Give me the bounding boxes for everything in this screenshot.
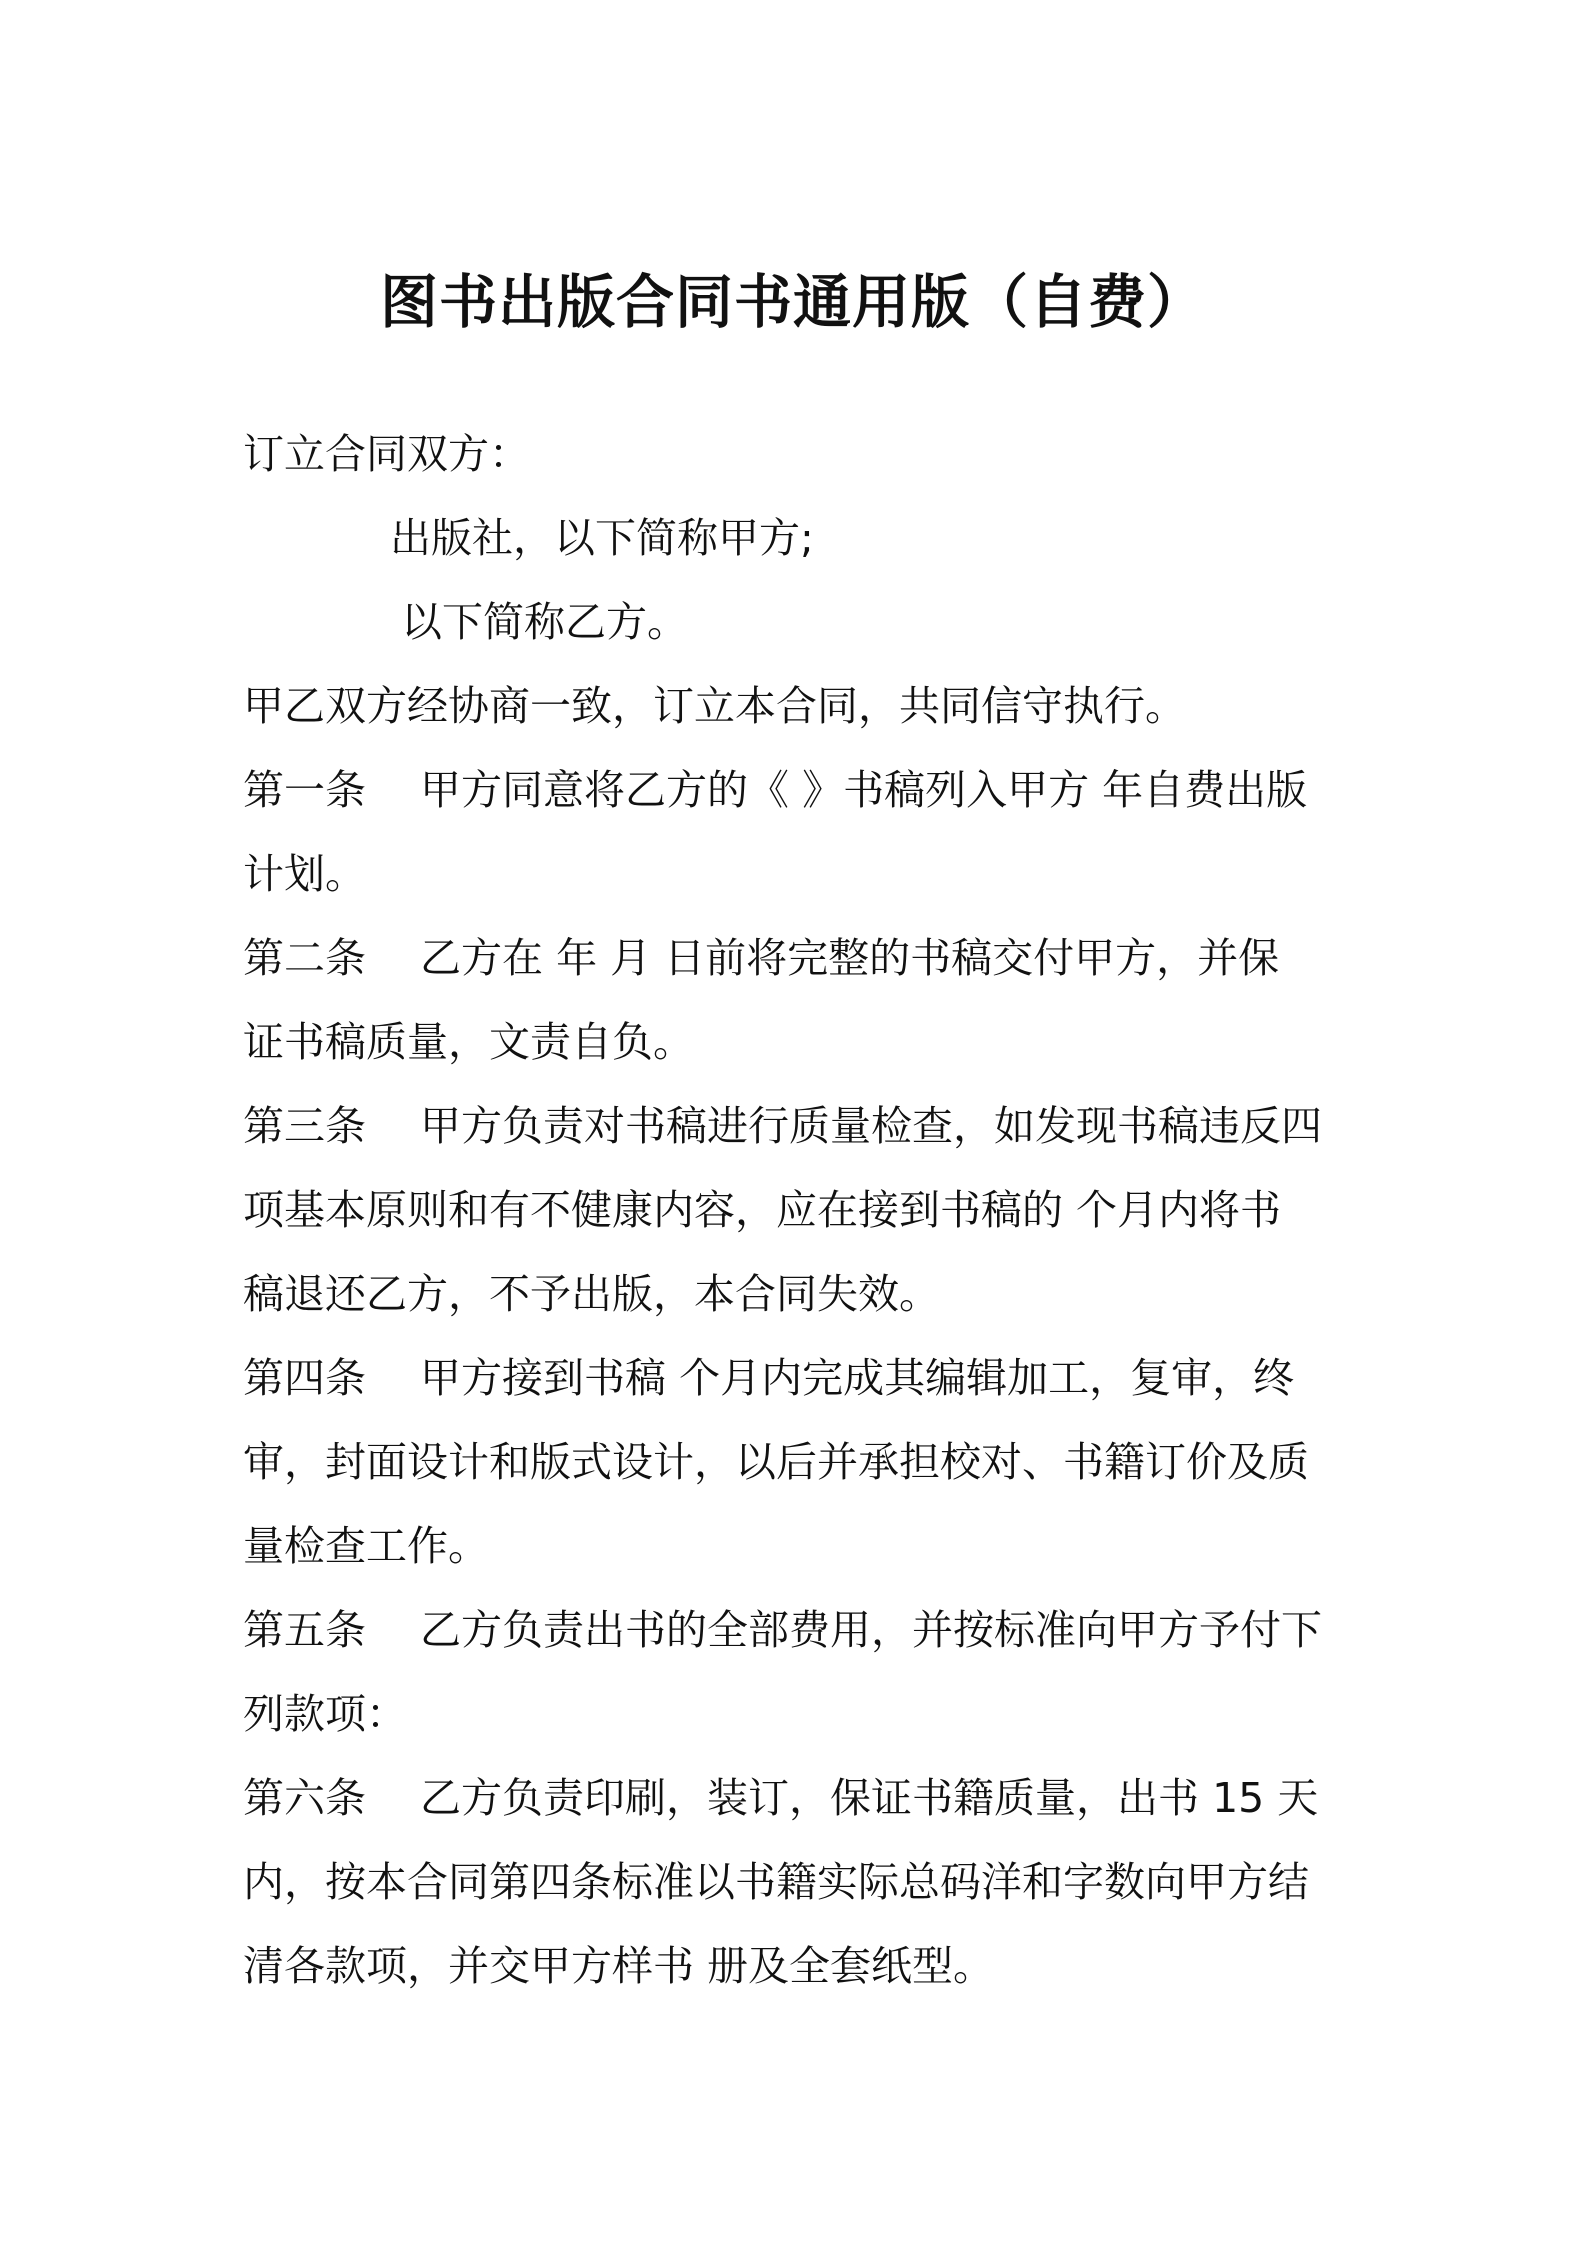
- article-4-line-3: 量检查工作。: [243, 1522, 489, 1570]
- parties-heading: 订立合同双方：: [243, 430, 530, 478]
- article-3-line-2: 项基本原则和有不健康内容，应在接到书稿的 个月内将书: [243, 1186, 1282, 1234]
- article-3-line-1: 第三条 甲方负责对书稿进行质量检查，如发现书稿违反四: [243, 1102, 1323, 1150]
- article-1-line-2: 计划。: [243, 850, 366, 898]
- article-2-line-1: 第二条 乙方在 年 月 日前将完整的书稿交付甲方，并保: [243, 934, 1280, 982]
- article-5-line-1: 第五条 乙方负责出书的全部费用，并按标准向甲方予付下: [243, 1606, 1323, 1654]
- article-2-line-2: 证书稿质量，文责自负。: [243, 1018, 694, 1066]
- document-body: [243, 412, 1358, 2008]
- article-1-line-1: 第一条 甲方同意将乙方的《 》书稿列入甲方 年自费出版: [243, 766, 1308, 814]
- party-b-line: 以下简称乙方。: [401, 598, 688, 646]
- party-a-line: 出版社，以下简称甲方;: [390, 514, 814, 562]
- article-6-line-2: 内，按本合同第四条标准以书籍实际总码洋和字数向甲方结: [243, 1858, 1309, 1906]
- agreement-intro: 甲乙双方经协商一致，订立本合同，共同信守执行。: [243, 682, 1186, 730]
- article-6-line-3: 清各款项，并交甲方样书 册及全套纸型。: [243, 1942, 995, 1990]
- document-title: 图书出版合同书通用版（自费）: [379, 268, 1206, 336]
- article-6-line-1: 第六条 乙方负责印刷，装订，保证书籍质量，出书 15 天: [243, 1774, 1319, 1822]
- article-3-line-3: 稿退还乙方，不予出版，本合同失效。: [243, 1270, 940, 1318]
- article-4-line-2: 审，封面设计和版式设计，以后并承担校对、书籍订价及质: [243, 1438, 1309, 1486]
- article-4-line-1: 第四条 甲方接到书稿 个月内完成其编辑加工，复审，终: [243, 1354, 1295, 1402]
- article-5-line-2: 列款项：: [243, 1690, 407, 1738]
